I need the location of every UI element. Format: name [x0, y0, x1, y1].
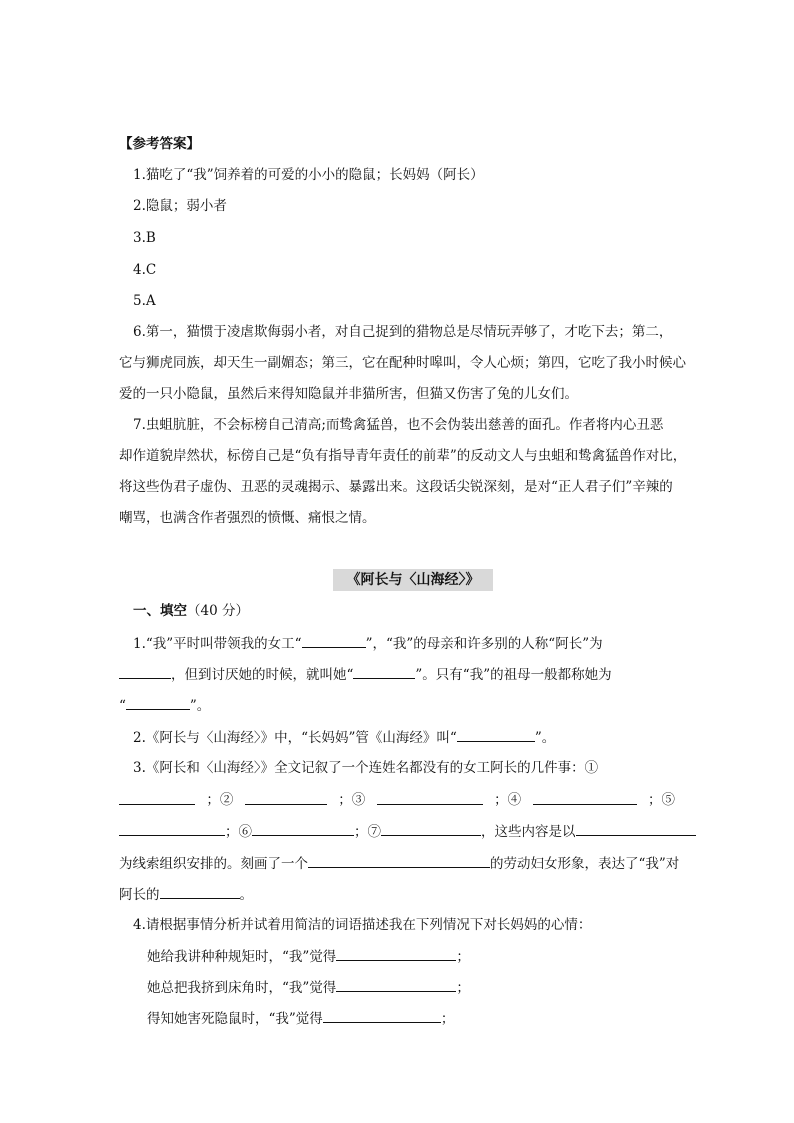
- q3-blank-2[interactable]: [245, 790, 327, 805]
- question-4-sub-3: [147, 1008, 454, 1029]
- q3-blank-8[interactable]: [576, 821, 696, 836]
- q1-text-d: ”。只有“我”的祖母一般都称她为: [415, 667, 612, 683]
- question-4-sub-1: [147, 946, 470, 967]
- q1-blank-1[interactable]: [302, 633, 366, 648]
- q2-text-a: 2.《阿长与〈山海经〉》中，“长妈妈”管《山海经》叫“: [133, 730, 457, 746]
- q2-text-b: ”。: [534, 730, 556, 746]
- answer-7-line-3: 将这些伪君子虚伪、丑恶的灵魂揭示、暴露出来。这段话尖锐深刻，是对“正人君子们”辛辣的: [119, 479, 673, 495]
- question-1-line-1: [133, 633, 603, 654]
- section-title: 《阿长与〈山海经〉》: [333, 569, 493, 591]
- q1-blank-3[interactable]: [353, 664, 415, 679]
- answer-6-line-2: 它与狮虎同族，却天生一副媚态；第三，它在配种时嗥叫，令人心烦；第四，它吃了我小时候心: [119, 355, 686, 371]
- question-1-line-3: [119, 695, 210, 716]
- part1-heading: [133, 601, 249, 621]
- q3-blank-3[interactable]: [377, 790, 483, 805]
- q3-blank-4[interactable]: [533, 790, 637, 805]
- q4-text-2: 她总把我挤到床角时，“我”觉得: [147, 980, 337, 996]
- answer-7-line-2: 却作道貌岸然状，标傍自己是“负有指导青年责任的前辈”的反动文人与虫蛆和鸷禽猛兽作对比，: [119, 448, 687, 464]
- q1-blank-2[interactable]: [119, 664, 171, 679]
- answer-heading: 【参考答案】: [119, 136, 200, 152]
- question-4-stem: 4.请根据事情分析并试着用简洁的词语描述我在下列情况下对长妈妈的心情：: [133, 917, 592, 933]
- answer-6-line-3: 爱的一只小隐鼠，虽然后来得知隐鼠并非猫所害，但猫又伤害了兔的儿女们。: [119, 386, 578, 402]
- q1-text-c: ，但到讨厌她的时候，就叫她“: [171, 667, 354, 683]
- q4-blank-2[interactable]: [336, 977, 456, 992]
- q3-text-express: 的劳动妇女形象，表达了“我”对: [490, 856, 680, 872]
- question-2: [133, 727, 555, 748]
- question-4-sub-2: [147, 977, 470, 998]
- answer-2: 2.隐鼠；弱小者: [133, 198, 227, 214]
- answer-7-line-1: 7.虫蛆肮脏，不会标榜自己清高;而鸷禽猛兽，也不会伪装出慈善的面孔。作者将内心丑恶: [133, 417, 664, 433]
- answer-4: 4.C: [133, 262, 157, 278]
- q4-blank-3[interactable]: [323, 1008, 441, 1023]
- question-1-line-2: [119, 664, 612, 685]
- q3-blank-10[interactable]: [160, 884, 240, 899]
- question-3-line-3: [119, 821, 696, 842]
- q3-blank-6[interactable]: [252, 821, 354, 836]
- q3-text-portrait: 为线索组织安排的。刻画了一个: [119, 856, 308, 872]
- q3-sep-6: ；⑥: [225, 824, 252, 840]
- q3-text-thread: ，这些内容是以: [481, 824, 576, 840]
- q3-blank-1[interactable]: [119, 790, 195, 805]
- part1-score: （40 分）: [187, 603, 249, 619]
- q1-text-f: ”。: [189, 698, 211, 714]
- q2-blank[interactable]: [457, 727, 535, 742]
- q3-text-end: 。: [239, 887, 253, 903]
- question-3-line-5: [119, 884, 253, 905]
- q3-text-along: 阿长的: [119, 887, 160, 903]
- q4-text-3: 得知她害死隐鼠时，“我”觉得: [147, 1011, 323, 1027]
- q3-blank-9[interactable]: [308, 853, 490, 868]
- q3-sep-7: ；⑦: [354, 824, 381, 840]
- part1-label: 一、填空: [133, 603, 187, 619]
- question-3-line-4: [119, 853, 679, 874]
- q3-blank-5[interactable]: [119, 821, 225, 836]
- q1-text-a: 1.“我”平时叫带领我的女工“: [133, 636, 302, 652]
- answer-1: 1.猫吃了“我”饲养着的可爱的小小的隐鼠；长妈妈（阿长）: [133, 167, 484, 183]
- q3-sep-4: ；④: [494, 792, 522, 808]
- q4-text-1: 她给我讲种种规矩时，“我”觉得: [147, 949, 337, 965]
- q4-blank-1[interactable]: [336, 946, 456, 961]
- question-3-line-2: [119, 790, 675, 810]
- q1-text-e: “: [119, 698, 126, 714]
- answer-6-line-1: 6.第一，猫惯于凌虐欺侮弱小者，对自己捉到的猎物总是尽情玩弄够了，才吃下去；第二，: [133, 324, 673, 340]
- q1-blank-4[interactable]: [126, 695, 190, 710]
- answer-7-line-4: 嘲骂，也满含作者强烈的愤慨、痛恨之情。: [119, 510, 376, 526]
- q4-end-1: ；: [456, 949, 470, 965]
- q1-text-b: ”，“我”的母亲和许多别的人称“阿长”为: [365, 636, 603, 652]
- q3-sep-2: ；②: [206, 792, 234, 808]
- answer-3: 3.B: [133, 230, 156, 246]
- q3-sep-3: ；③: [338, 792, 366, 808]
- q3-blank-7[interactable]: [381, 821, 481, 836]
- q4-end-3: ；: [440, 1011, 455, 1027]
- question-3-line-1: 3.《阿长和〈山海经〉》全文记叙了一个连姓名都没有的女工阿长的几件事：①: [133, 760, 599, 776]
- q3-sep-5: ；⑤: [647, 792, 675, 808]
- answer-5: 5.A: [133, 293, 156, 309]
- q4-end-2: ；: [456, 980, 470, 996]
